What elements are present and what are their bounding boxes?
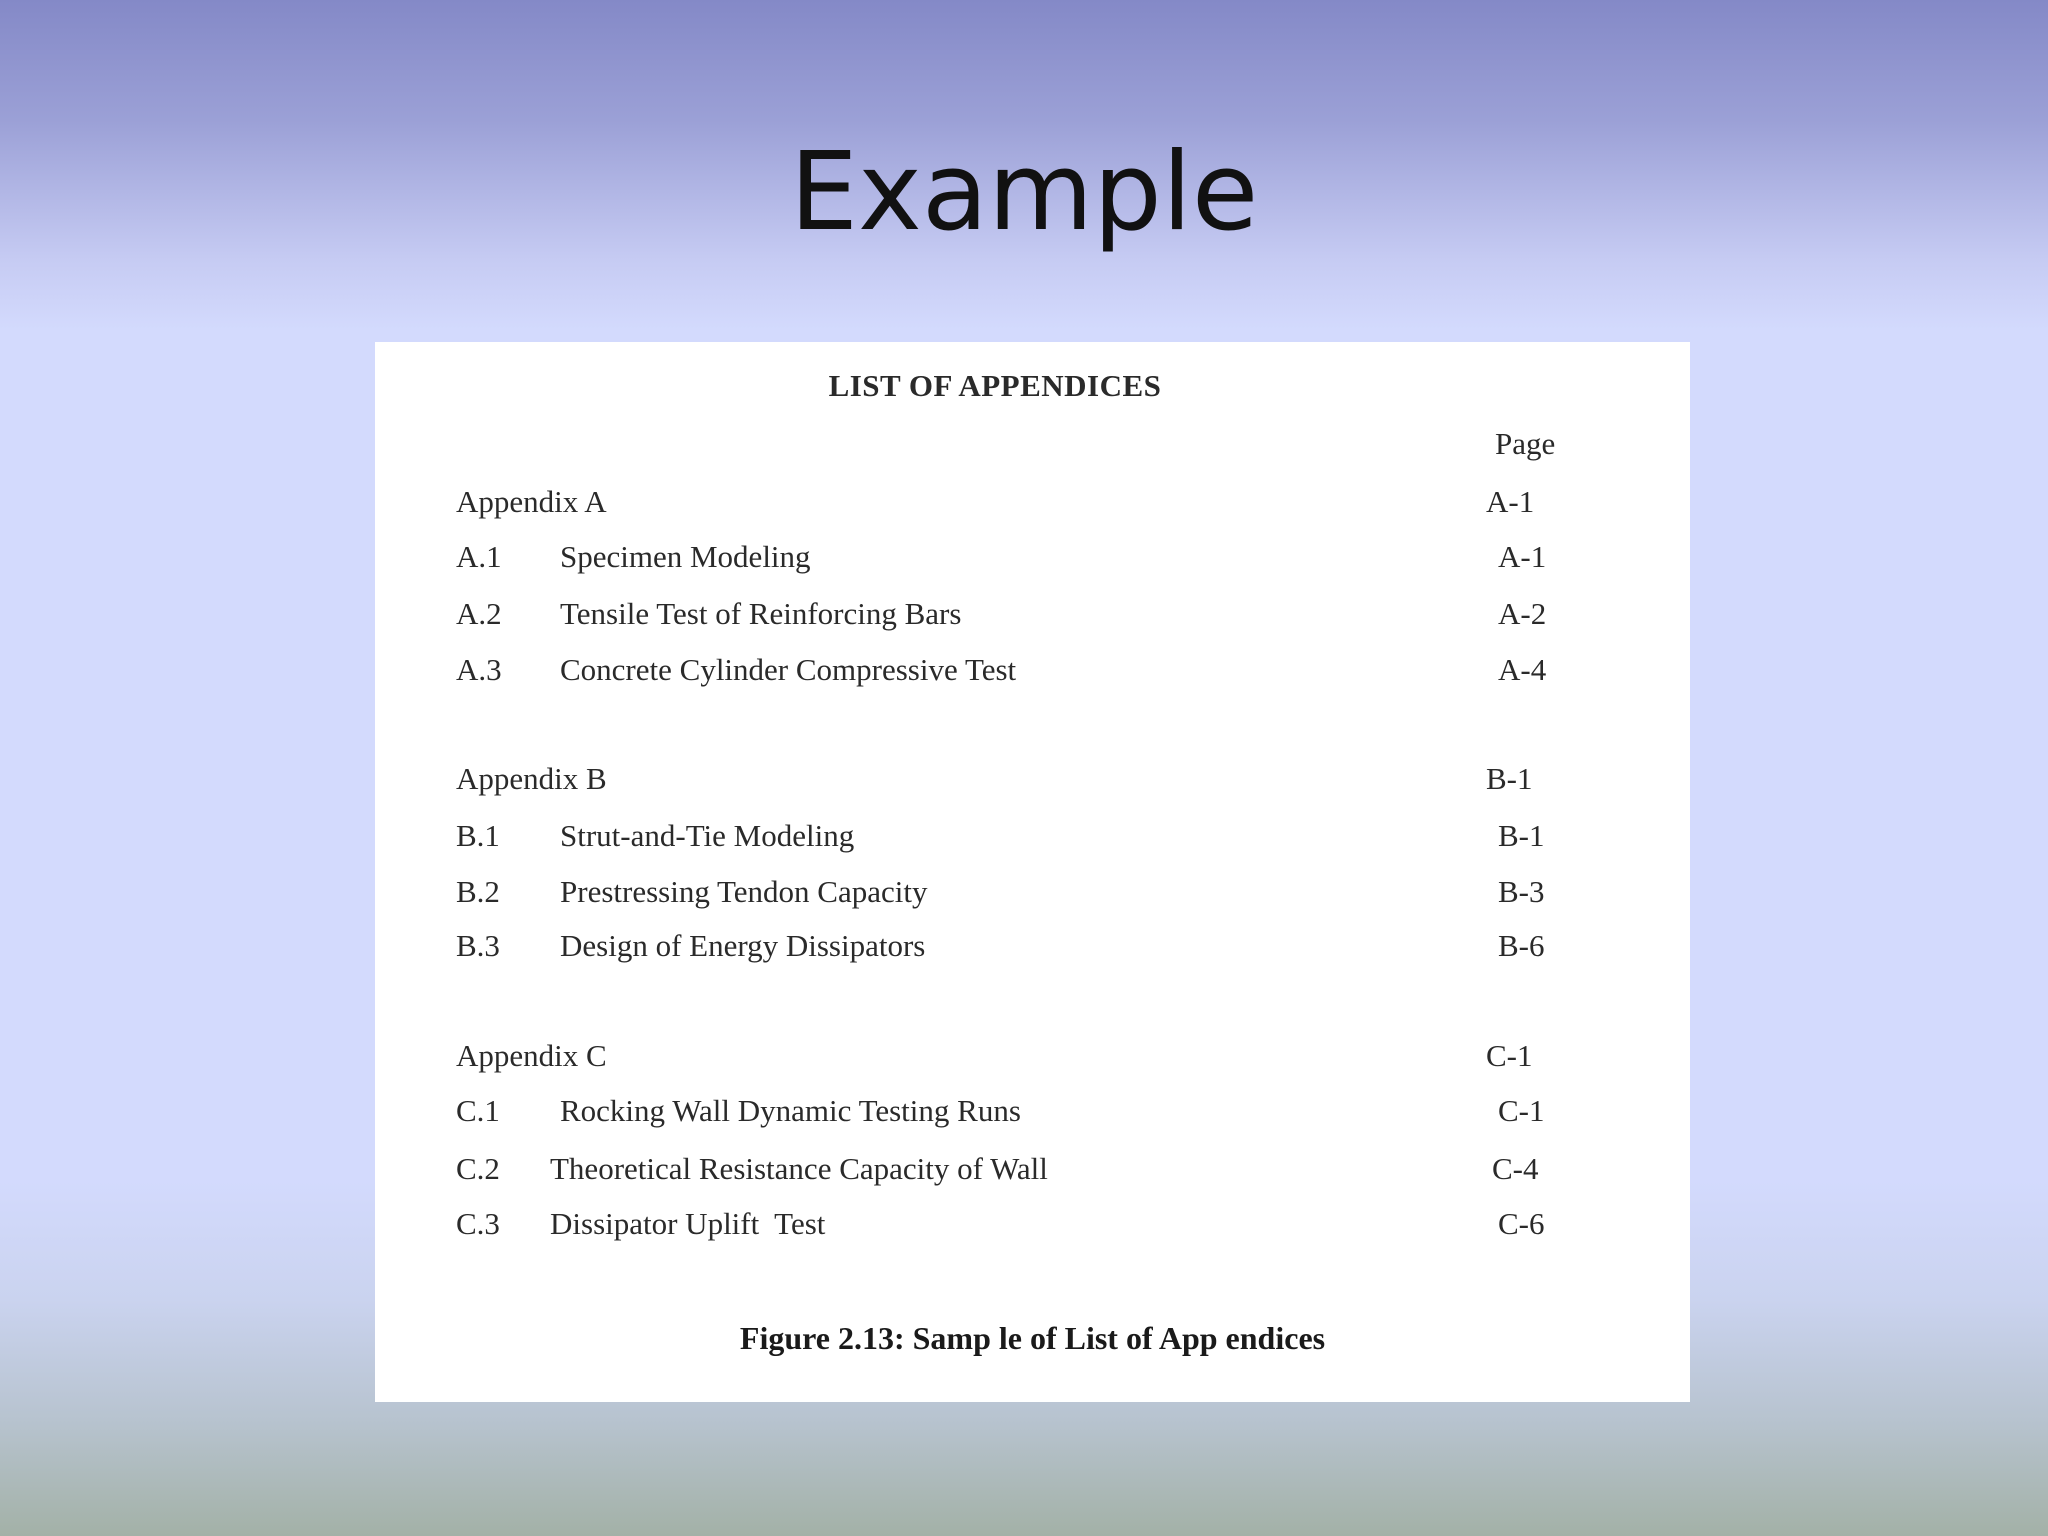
appendix-item-row — [456, 1089, 1596, 1133]
item-title: Design of Energy Dissipators — [560, 928, 926, 963]
page-number: B-3 — [1498, 874, 1545, 909]
item-code: B.3 — [456, 928, 500, 963]
appendix-item-row — [456, 814, 1596, 858]
page-number: C-1 — [1498, 1093, 1545, 1128]
document-heading: LIST OF APPENDICES — [828, 368, 1162, 403]
item-code: B.2 — [456, 874, 500, 909]
page-number: C-4 — [1492, 1151, 1539, 1186]
item-title: Theoretical Resistance Capacity of Wall — [550, 1151, 1048, 1186]
item-title: Specimen Modeling — [560, 539, 811, 574]
item-code: A.1 — [456, 539, 502, 574]
item-code: A.3 — [456, 652, 502, 687]
appendix-label: Appendix C — [456, 1038, 607, 1073]
appendix-item-row — [456, 870, 1596, 914]
item-code: C.2 — [456, 1151, 500, 1186]
appendix-item-row — [456, 1147, 1596, 1191]
item-title: Rocking Wall Dynamic Testing Runs — [560, 1093, 1021, 1128]
item-code: B.1 — [456, 818, 500, 853]
appendix-group-row — [456, 480, 1596, 524]
page-number: C-1 — [1486, 1038, 1533, 1073]
item-title: Strut-and-Tie Modeling — [560, 818, 855, 853]
appendix-item-row — [456, 592, 1596, 636]
page-number: B-1 — [1486, 761, 1533, 796]
item-code: C.1 — [456, 1093, 500, 1128]
item-title: Concrete Cylinder Compressive Test — [560, 652, 1017, 687]
appendix-item-row — [456, 924, 1596, 968]
page-number: A-2 — [1498, 596, 1547, 631]
appendix-item-row — [456, 1202, 1596, 1246]
page-number: B-1 — [1498, 818, 1545, 853]
appendix-group-row — [456, 1034, 1596, 1078]
appendix-item-row — [456, 648, 1596, 692]
page-number: A-4 — [1498, 652, 1547, 687]
item-title: Tensile Test of Reinforcing Bars — [560, 596, 962, 631]
page-number: C-6 — [1498, 1206, 1545, 1241]
appendix-label: Appendix B — [456, 761, 607, 796]
page-number: A-1 — [1486, 484, 1535, 519]
item-code: C.3 — [456, 1206, 500, 1241]
appendix-group-row — [456, 757, 1596, 801]
appendix-item-row — [456, 535, 1596, 579]
slide-title: Example — [789, 130, 1259, 255]
item-code: A.2 — [456, 596, 502, 631]
page-number: A-1 — [1498, 539, 1547, 574]
figure-caption: Figure 2.13: Samp le of List of App endices — [739, 1320, 1326, 1356]
document-image — [375, 342, 1690, 1402]
page-column-header: Page — [1495, 426, 1556, 461]
item-title: Dissipator Uplift Test — [550, 1206, 826, 1241]
appendix-label: Appendix A — [456, 484, 607, 519]
page-number: B-6 — [1498, 928, 1545, 963]
item-title: Prestressing Tendon Capacity — [560, 874, 928, 909]
